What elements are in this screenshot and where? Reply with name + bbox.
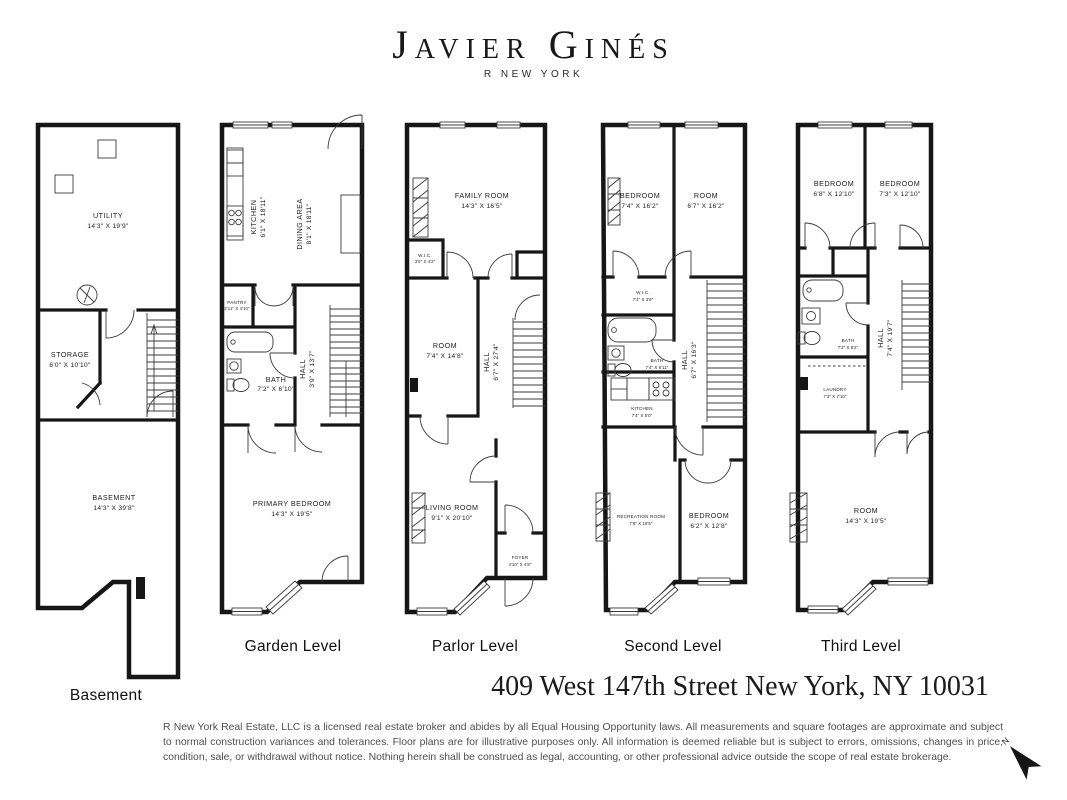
kitchen-appliances-icon bbox=[611, 378, 674, 400]
room-name: STORAGE bbox=[50, 350, 90, 359]
room-name: HALL bbox=[298, 359, 307, 379]
room-name: LIVING ROOM bbox=[425, 503, 479, 512]
room-name: FOYER bbox=[511, 555, 529, 560]
brokerage-header bbox=[392, 24, 675, 80]
brokerage-name: R NEW YORK bbox=[483, 69, 584, 80]
chimney-block bbox=[410, 378, 418, 392]
compass-label: N bbox=[999, 735, 1011, 747]
room-name: BEDROOM bbox=[813, 179, 855, 188]
room-name: BATH bbox=[841, 338, 855, 343]
room-dims: 6'2" X 12'8" bbox=[690, 523, 728, 530]
room-dims: 7'4" X 16'2" bbox=[621, 203, 659, 210]
level-label-third: Third Level bbox=[821, 638, 901, 655]
stairs-icon bbox=[513, 318, 545, 408]
property-address: 409 West 147th Street New York, NY 10031 bbox=[491, 671, 989, 702]
room-dims: 14'3" X 19'9" bbox=[87, 223, 129, 230]
room-name: ROOM bbox=[432, 341, 458, 350]
equipment-box-icon bbox=[55, 140, 116, 193]
stairs-icon bbox=[902, 280, 931, 390]
bathtub-icon bbox=[803, 280, 843, 301]
bay-window-icon bbox=[596, 493, 610, 541]
floorplan-basement bbox=[30, 115, 185, 690]
room-name: BASEMENT bbox=[92, 493, 136, 502]
room-dims: 8'1" X 18'11" bbox=[306, 203, 313, 245]
room-name: KITCHEN bbox=[249, 199, 258, 235]
closet-icon bbox=[608, 178, 620, 225]
room-dims: 6'7" X 27'4" bbox=[493, 343, 500, 381]
room-dims: 7'2" X 6'10" bbox=[257, 386, 295, 393]
fireplace-icon bbox=[412, 493, 425, 543]
floorplan-second-level bbox=[595, 112, 751, 622]
floorplan-parlor-level bbox=[400, 110, 552, 625]
room-name: W.I.C. bbox=[636, 290, 650, 295]
toilet-icon bbox=[227, 379, 249, 392]
room-dims: 14'3" X 16'5" bbox=[461, 203, 503, 210]
sink-icon bbox=[802, 308, 820, 324]
room-dims: 7'4" X 5'0" bbox=[631, 413, 653, 418]
room-dims: 2'11" X 4'10" bbox=[224, 306, 250, 311]
room-name: BEDROOM bbox=[879, 179, 921, 188]
legal-disclaimer: R New York Real Estate, LLC is a licensed real estate broker and abides by all Equal Housing Opportunity laws. All measurements and square footages are approximate and subject to normal construction variances and tolerances. Floor plans are for illustrative purposes only. All information is deemed reliable but is subject to errors, omissions, changes in price, condition, sale, or withdrawal without notice. Nothing herein shall be construed as legal, accounting, or other professional advice outside the scope of real estate brokerage. bbox=[163, 722, 1003, 763]
room-dims: 14'3" X 19'5" bbox=[845, 518, 887, 525]
room-dims: 7'4" X 19'7" bbox=[887, 319, 894, 357]
kitchen-counter-icon bbox=[227, 148, 243, 240]
room-name: ROOM bbox=[853, 506, 879, 515]
room-name: DINING AREA bbox=[295, 198, 304, 250]
room-dims: 7'4" X 3'8" bbox=[632, 297, 654, 302]
room-name: HALL bbox=[482, 352, 491, 372]
room-dims: 3'5" X 4'2" bbox=[414, 259, 436, 264]
door-arcs bbox=[82, 310, 173, 417]
room-dims: 7'4" X 14'8" bbox=[426, 353, 464, 360]
door-slab bbox=[136, 577, 145, 599]
room-name: BEDROOM bbox=[619, 191, 661, 200]
room-name: PRIMARY BEDROOM bbox=[252, 499, 332, 508]
room-name: BATH bbox=[265, 375, 287, 384]
room-name: KITCHEN bbox=[631, 406, 653, 411]
toilet-icon bbox=[608, 364, 631, 377]
toilet-icon bbox=[798, 332, 820, 345]
north-arrow-icon bbox=[995, 728, 1057, 792]
walls bbox=[38, 125, 178, 677]
bathtub-icon bbox=[608, 318, 656, 342]
meter-icon bbox=[77, 285, 97, 305]
bathtub-icon bbox=[227, 332, 273, 352]
level-label-second: Second Level bbox=[624, 638, 722, 655]
room-name: BEDROOM bbox=[688, 511, 730, 520]
dining-table-icon bbox=[341, 195, 360, 253]
room-dims: 9'1" X 20'10" bbox=[431, 515, 473, 522]
stairs-icon bbox=[707, 280, 745, 422]
room-dims: 7'9" X 19'5" bbox=[629, 521, 653, 526]
door-arcs bbox=[613, 251, 731, 483]
room-name: UTILITY bbox=[93, 211, 123, 220]
window bbox=[232, 122, 302, 615]
room-name: W.I.C. bbox=[418, 253, 432, 258]
room-dims: 4'10" X 4'8" bbox=[508, 562, 532, 567]
room-name: LAUNDRY bbox=[823, 387, 847, 392]
room-dims: 6'8" X 12'10" bbox=[813, 191, 855, 198]
room-dims: 6'7" X 16'3" bbox=[691, 341, 698, 379]
door-arcs bbox=[420, 252, 540, 606]
room-dims: 6'7" X 16'2" bbox=[687, 203, 725, 210]
room-name: RECREATION ROOM bbox=[616, 514, 666, 519]
room-dims: 7'3" X 12'10" bbox=[879, 191, 921, 198]
floorplan-third-level bbox=[780, 110, 936, 625]
level-label-basement: Basement bbox=[69, 687, 143, 704]
sink-icon bbox=[608, 346, 624, 360]
level-label-garden: Garden Level bbox=[244, 638, 342, 655]
room-name: BATH bbox=[650, 358, 664, 363]
room-dims: 7'4" X 6'11" bbox=[645, 365, 669, 370]
room-dims: 14'3" X 19'5" bbox=[271, 511, 313, 518]
wardrobe-icon bbox=[413, 178, 428, 237]
room-dims: 6'0" X 10'10" bbox=[49, 362, 91, 369]
stairs-icon bbox=[330, 305, 362, 417]
room-name: PANTRY bbox=[227, 300, 247, 305]
floorplan-garden-level bbox=[215, 106, 367, 618]
room-dims: 14'3" X 39'8" bbox=[93, 505, 135, 512]
door-arcs bbox=[248, 287, 348, 582]
room-name: HALL bbox=[680, 350, 689, 370]
room-dims: 7'3" X 8'2" bbox=[837, 345, 859, 350]
agent-name: Javier Ginés bbox=[392, 22, 675, 67]
room-name: HALL bbox=[876, 328, 885, 348]
room-name: ROOM bbox=[693, 191, 719, 200]
room-dims: 6'1" X 18'11" bbox=[260, 196, 267, 238]
room-name: FAMILY ROOM bbox=[454, 191, 510, 200]
level-label-parlor: Parlor Level bbox=[431, 638, 519, 655]
entry-door-arc bbox=[328, 115, 362, 149]
sink-icon bbox=[227, 359, 241, 373]
room-dims: 3'9" X 13'7" bbox=[309, 350, 316, 388]
room-dims: 7'3" X 7'10" bbox=[823, 394, 847, 399]
